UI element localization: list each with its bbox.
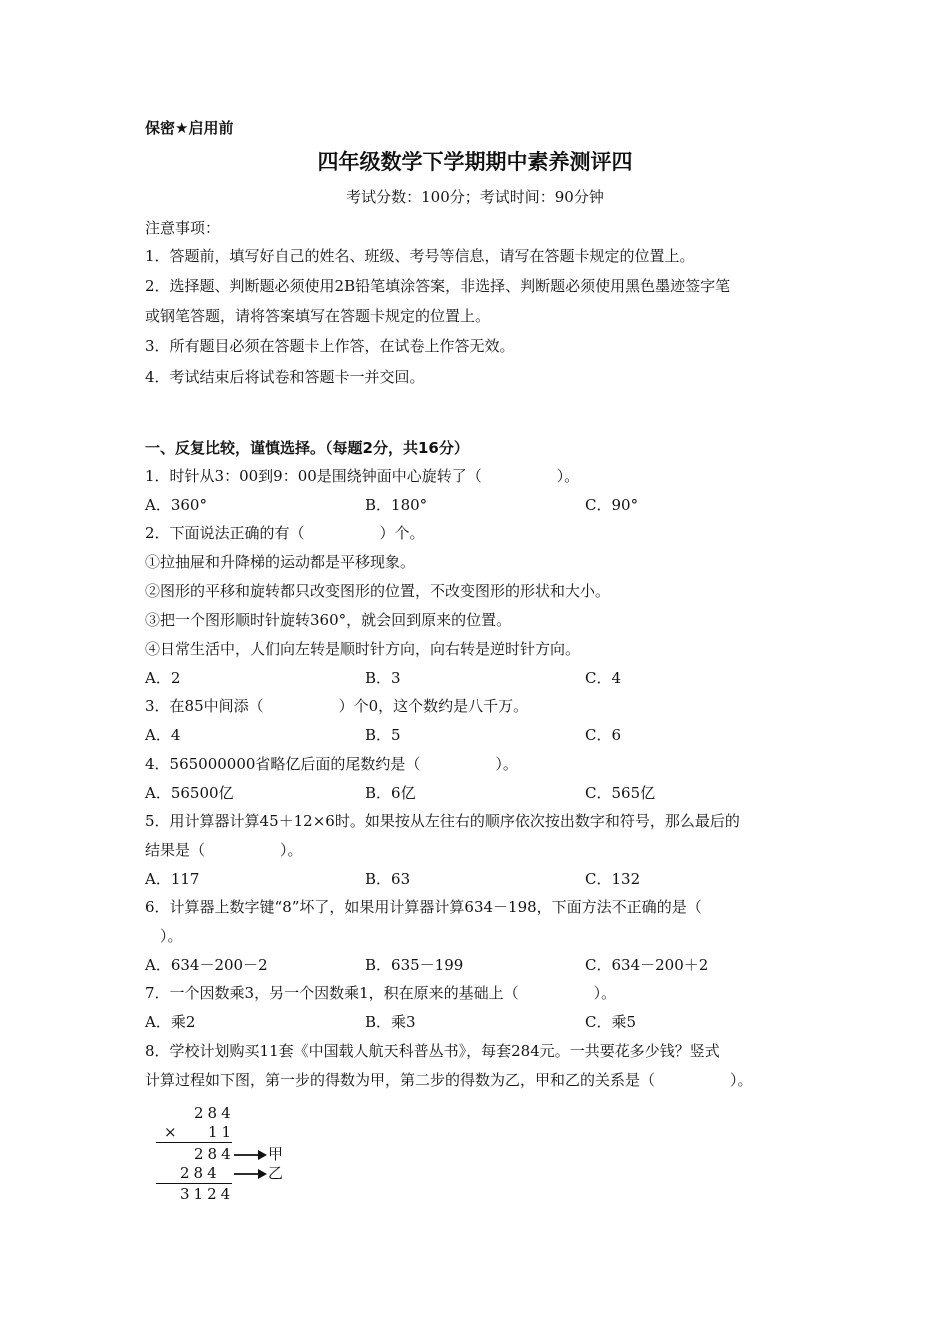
question-8-stem-cont: 计算过程如下图，第一步的得数为甲，第二步的得数为乙，甲和乙的关系是（ ）。 (145, 1071, 753, 1089)
q4-option-b[interactable]: B．6亿 (365, 784, 416, 802)
question-6-stem-cont: ）。 (160, 927, 183, 945)
q2-statement-4: ④日常生活中，人们向左转是顺时针方向，向右转是逆时针方向。 (145, 640, 581, 658)
vertical-multiplication (150, 1104, 300, 1204)
q2-statement-3: ③把一个图形顺时针旋转360°，就会回到原来的位置。 (145, 611, 512, 629)
question-6-stem: 6．计算器上数字键“8”坏了，如果用计算器计算634－198，下面方法不正确的是（ (145, 898, 702, 916)
rule-line (156, 1142, 232, 1143)
section-heading: 一、反复比较，谨慎选择。（每题2分，共16分） (145, 439, 469, 457)
notice-item: 3．所有题目必须在答题卡上作答，在试卷上作答无效。 (145, 337, 515, 355)
q3-option-a[interactable]: A．4 (145, 726, 181, 744)
question-5-stem: 5．用计算器计算45＋12×6时。如果按从左往右的顺序依次按出数字和符号，那么最后的 (145, 812, 740, 830)
multiplicand: 284 (194, 1104, 235, 1122)
q2-option-a[interactable]: A．2 (145, 669, 181, 687)
rule-line (156, 1183, 232, 1184)
confidential-label: 保密★启用前 (145, 119, 234, 137)
q7-option-a[interactable]: A．乘2 (145, 1013, 196, 1031)
q2-option-b[interactable]: B．3 (365, 669, 401, 687)
label-yi: 乙 (268, 1164, 284, 1182)
notice-heading: 注意事项： (145, 219, 221, 237)
question-4-stem: 4．565000000省略亿后面的尾数约是（ ）。 (145, 755, 518, 773)
q3-option-b[interactable]: B．5 (365, 726, 401, 744)
q4-option-c[interactable]: C．565亿 (585, 784, 656, 802)
arrow-right-icon (234, 1148, 268, 1162)
question-3-stem: 3．在85中间添（ ）个0，这个数约是八千万。 (145, 697, 529, 715)
q1-option-a[interactable]: A．360° (145, 496, 207, 514)
notice-item: 1．答题前，填写好自己的姓名、班级、考号等信息，请写在答题卡规定的位置上。 (145, 247, 695, 265)
q7-option-c[interactable]: C．乘5 (585, 1013, 637, 1031)
question-8-stem: 8．学校计划购买11套《中国载人航天科普丛书》，每套284元。一共要花多少钱？竖式 (145, 1042, 720, 1060)
notice-item: 4．考试结束后将试卷和答题卡一并交回。 (145, 368, 425, 386)
q6-option-b[interactable]: B．635－199 (365, 956, 464, 974)
q1-option-b[interactable]: B．180° (365, 496, 428, 514)
q7-option-b[interactable]: B．乘3 (365, 1013, 416, 1031)
q5-option-a[interactable]: A．117 (145, 870, 200, 888)
question-7-stem: 7．一个因数乘3，另一个因数乘1，积在原来的基础上（ ）。 (145, 984, 617, 1002)
q6-option-a[interactable]: A．634－200－2 (145, 956, 268, 974)
notice-item: 或钢笔答题，请将答案填写在答题卡规定的位置上。 (145, 307, 491, 325)
question-1-stem: 1．时针从3：00到9：00是围绕钟面中心旋转了（ ）。 (145, 467, 580, 485)
multiplier: 11 (208, 1123, 236, 1141)
q6-option-c[interactable]: C．634－200＋2 (585, 956, 709, 974)
question-2-stem: 2．下面说法正确的有（ ）个。 (145, 524, 425, 542)
notice-item: 2．选择题、判断题必须使用2B铅笔填涂答案，非选择、判断题必须使用黑色墨迹签字笔 (145, 277, 731, 295)
arrow-right-icon (234, 1167, 268, 1181)
partial-product-2: 284 (180, 1164, 221, 1182)
q1-option-c[interactable]: C．90° (585, 496, 639, 514)
q3-option-c[interactable]: C．6 (585, 726, 622, 744)
q5-option-b[interactable]: B．63 (365, 870, 411, 888)
q4-option-a[interactable]: A．56500亿 (145, 784, 234, 802)
q5-option-c[interactable]: C．132 (585, 870, 641, 888)
times-sign: × (164, 1123, 177, 1141)
question-5-stem-cont: 结果是（ ）。 (145, 841, 303, 859)
label-jia: 甲 (268, 1145, 284, 1163)
q2-option-c[interactable]: C．4 (585, 669, 622, 687)
q2-statement-1: ①拉抽屉和升降梯的运动都是平移现象。 (145, 553, 416, 571)
final-product: 3124 (180, 1185, 235, 1203)
exam-info: 考试分数：100分；考试时间：90分钟 (346, 188, 604, 206)
q2-statement-2: ②图形的平移和旋转都只改变图形的位置，不改变图形的形状和大小。 (145, 582, 611, 600)
partial-product-1: 284 (194, 1145, 235, 1163)
page-title: 四年级数学下学期期中素养测评四 (317, 150, 633, 174)
